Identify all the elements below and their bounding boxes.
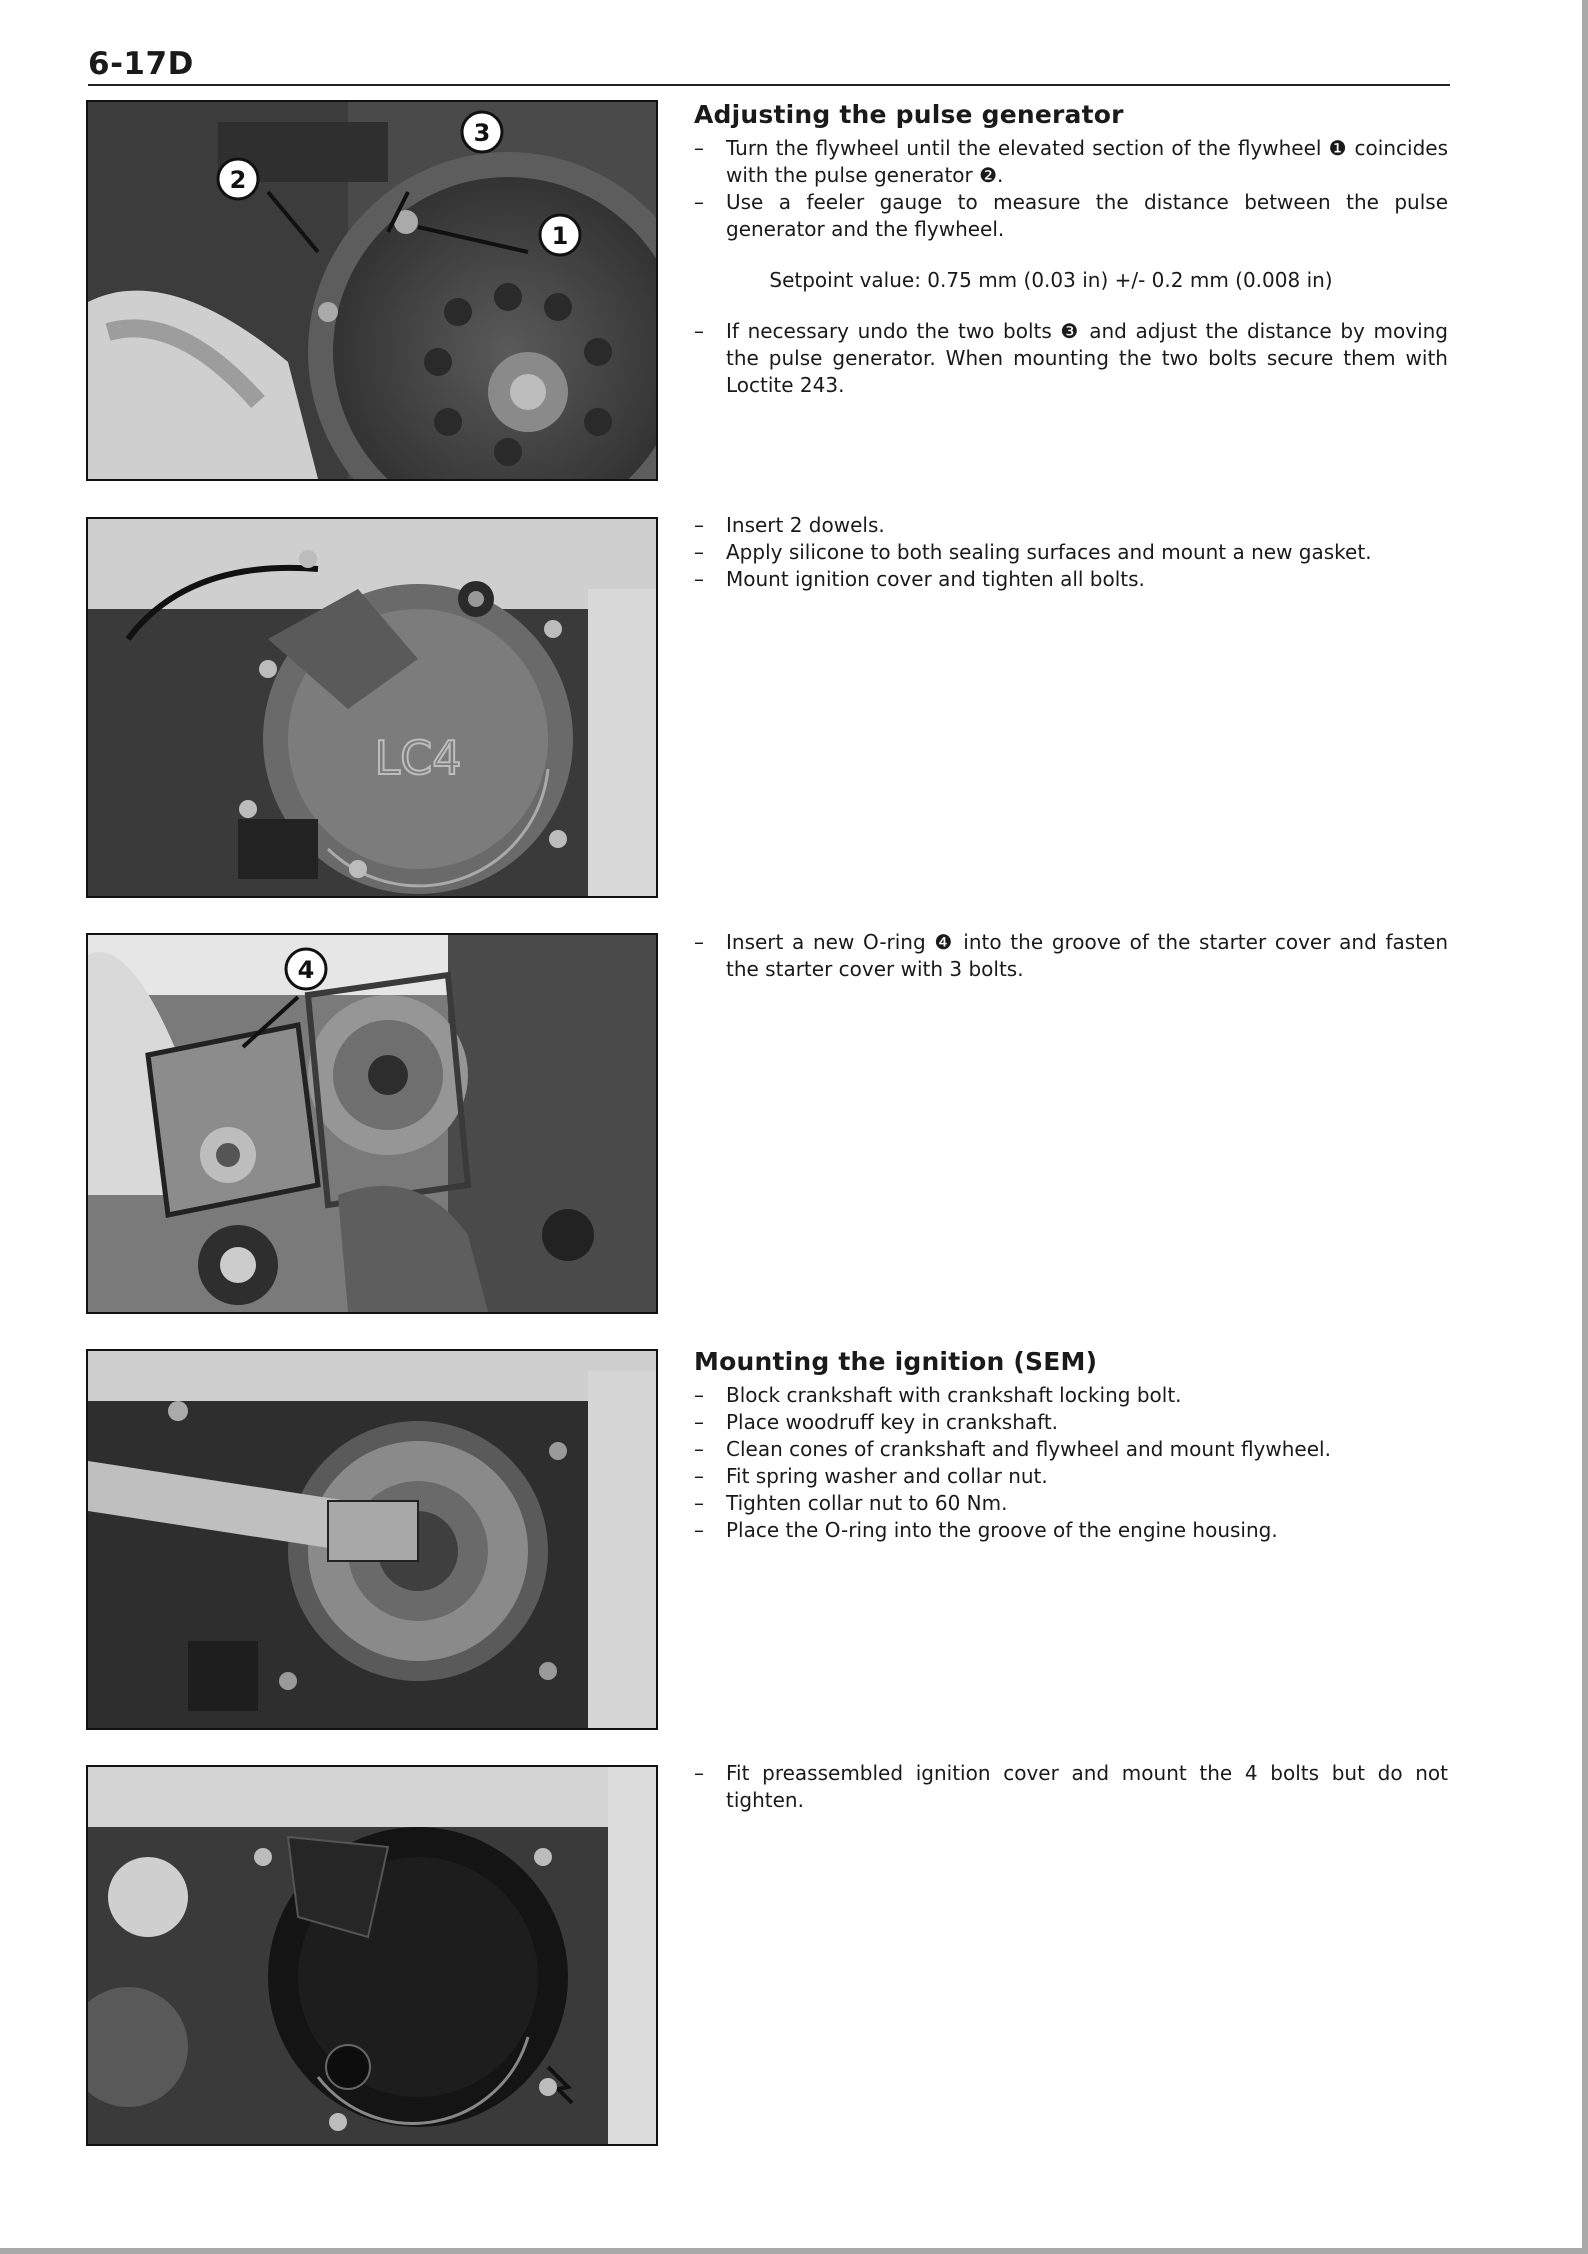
photo-starter-cover <box>86 933 658 1314</box>
step-list <box>694 318 1448 399</box>
step-item: – Turn the flywheel until the elevated section of the flywheel ❶ coincides with the pulse generator ❷. <box>694 135 1448 189</box>
section-mounting-ignition <box>694 1347 1448 1544</box>
callout-3: 3 <box>473 119 491 147</box>
step-list <box>694 135 1448 243</box>
page-number: 6-17D <box>88 46 194 82</box>
step-list <box>694 929 1448 983</box>
section-ignition-cover <box>694 512 1448 593</box>
section-heading: Mounting the ignition (SEM) <box>694 1347 1098 1376</box>
step-list <box>694 1382 1448 1544</box>
photo-preassembled-cover <box>86 1765 658 2146</box>
step-item: – Mount ignition cover and tighten all bolts. <box>694 566 1448 593</box>
photo-ignition-cover-illustration <box>88 519 656 896</box>
step-item: – Clean cones of crankshaft and flywheel and mount flywheel. <box>694 1436 1448 1463</box>
section-adjusting-pulse-generator <box>694 100 1448 399</box>
section-heading: Adjusting the pulse generator <box>694 100 1124 129</box>
header-rule <box>88 84 1450 86</box>
photo-mounting-ignition-illustration <box>88 1351 656 1728</box>
photo-ignition-cover <box>86 517 658 898</box>
step-item: – Tighten collar nut to 60 Nm. <box>694 1490 1448 1517</box>
callout-2: 2 <box>229 166 247 194</box>
step-item: – Place woodruff key in crankshaft. <box>694 1409 1448 1436</box>
photo-starter-cover-illustration <box>88 935 656 1312</box>
step-item: – Fit preassembled ignition cover and mount the 4 bolts but do not tighten. <box>694 1760 1448 1814</box>
section-starter-cover <box>694 929 1448 983</box>
step-item: – Fit spring washer and collar nut. <box>694 1463 1448 1490</box>
step-item: – Apply silicone to both sealing surfaces and mount a new gasket. <box>694 539 1448 566</box>
step-item: – Block crankshaft with crankshaft locking bolt. <box>694 1382 1448 1409</box>
photo-mounting-ignition <box>86 1349 658 1730</box>
step-item: – Insert 2 dowels. <box>694 512 1448 539</box>
page-frame-bottom <box>0 2248 1588 2254</box>
step-item: – If necessary undo the two bolts ❸ and adjust the distance by moving the pulse generator. When mounting the two bolts secure them with Loctite 243. <box>694 318 1448 399</box>
callout-1: 1 <box>551 222 569 250</box>
setpoint-value: Setpoint value: 0.75 mm (0.03 in) +/- 0.2 mm (0.008 in) <box>769 268 1333 292</box>
photo-pulse-generator <box>86 100 658 481</box>
step-list <box>694 512 1448 593</box>
step-item: – Use a feeler gauge to measure the distance between the pulse generator and the flywheel. <box>694 189 1448 243</box>
photo-pulse-generator-illustration <box>88 102 656 479</box>
cover-logo-text: LC4 <box>374 731 462 785</box>
step-item: – Insert a new O-ring ❹ into the groove of the starter cover and fasten the starter cover with 3 bolts. <box>694 929 1448 983</box>
page-frame-right <box>1582 0 1588 2254</box>
step-list <box>694 1760 1448 1814</box>
section-preassembled-cover <box>694 1760 1448 1814</box>
photo-preassembled-cover-illustration <box>88 1767 656 2144</box>
callout-4: 4 <box>297 956 315 984</box>
step-item: – Place the O-ring into the groove of the engine housing. <box>694 1517 1448 1544</box>
